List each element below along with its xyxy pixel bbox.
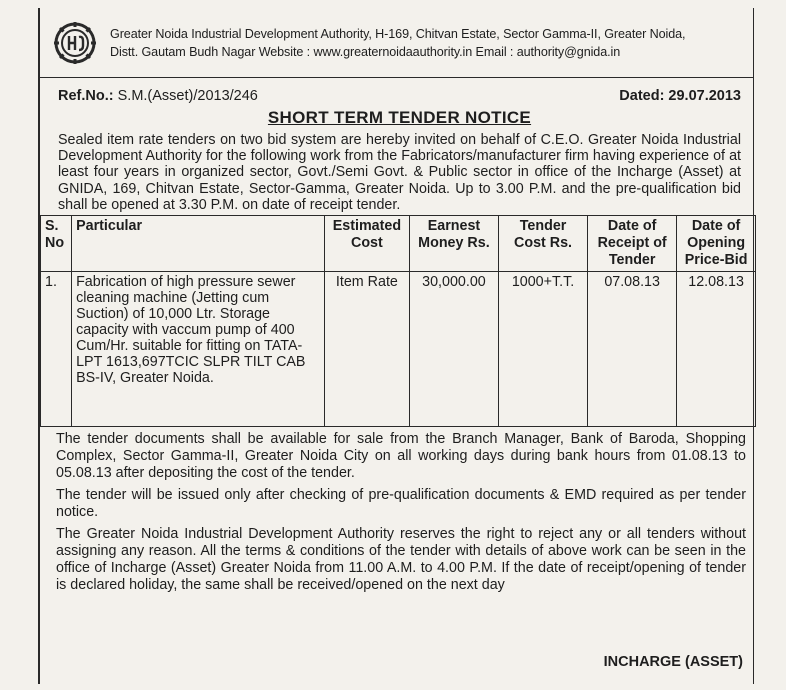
header-sno: S. No: [41, 216, 72, 272]
header-earnest-money: Earnest Money Rs.: [409, 216, 498, 272]
cell-date-opening: 12.08.13: [677, 272, 756, 427]
table-row: [41, 272, 756, 427]
header-particular: Particular: [72, 216, 325, 272]
terms-section: [40, 427, 756, 594]
rights-paragraph: The Greater Noida Industrial Development Authority reserves the right to reject any or all tenders without assigning any reason. All the terms & conditions of the tender with details of above work can be seen in the office of Incharge (Asset) Greater Noida from 11.00 A.M. to 4.00 P.M. If the date of receipt/opening of tender is declared holiday, the same shall be received/opened on the next day: [56, 526, 746, 594]
cell-estimated-cost: Item Rate: [324, 272, 409, 427]
header-tender-cost: Tender Cost Rs.: [498, 216, 587, 272]
cell-date-receipt: 07.08.13: [588, 272, 677, 427]
notice-header: [40, 8, 753, 78]
notice-body: [40, 78, 753, 594]
cell-sno: 1.: [41, 272, 72, 427]
issue-paragraph: The tender will be issued only after checking of pre-qualification documents & EMD required as per tender notice.: [56, 487, 746, 521]
reference-number: [58, 88, 258, 108]
ref-value: S.M.(Asset)/2013/246: [117, 88, 258, 104]
dated: Dated: 29.07.2013: [619, 88, 741, 104]
intro-paragraph: Sealed item rate tenders on two bid system are hereby invited on behalf of C.E.O. Greater Noida Industrial Development Authority for the following work from the Fabricators/manufacturer firm having experience of at least four years in organized sector, Govt./Semi Govt. & Public sector in office of the Incharge (Asset) at GNIDA, 169, Chitvan Estate, Sector-Gamma, Greater Noida. Up to 3.00 P.M. and the pre-qualification bid shall be opened at 3.30 P.M. on date of receipt tender.: [58, 132, 741, 213]
signature-incharge: INCHARGE (ASSET): [603, 654, 743, 670]
cell-earnest-money: 30,000.00: [409, 272, 498, 427]
notice-title: SHORT TERM TENDER NOTICE: [267, 108, 532, 127]
gnida-logo-icon: [54, 22, 96, 64]
organization-details: [110, 25, 685, 61]
sale-paragraph: The tender documents shall be available for sale from the Branch Manager, Bank of Baroda, Shopping Complex, Sector Gamma-II, Greater Noida City on all working days during bank hours from 01.08.13 to 05.08.13 after depositing the cost of the tender.: [56, 431, 746, 482]
ref-label: Ref.No.:: [58, 88, 114, 104]
cell-tender-cost: 1000+T.T.: [498, 272, 587, 427]
table-header-row: [41, 216, 756, 272]
tender-notice: [38, 8, 754, 684]
header-date-receipt: Date of Receipt of Tender: [588, 216, 677, 272]
org-line-2: Distt. Gautam Budh Nagar Website : www.greaternoidaauthority.in Email : authority@gnida.in: [110, 44, 621, 59]
header-estimated-cost: Estimated Cost: [324, 216, 409, 272]
reference-line: [58, 88, 741, 108]
cell-particular: Fabrication of high pressure sewer cleaning machine (Jetting cum Suction) of 10,000 Ltr. Storage capacity with vaccum pump of 400 Cum/Hr. suitable for fitting on TATA-LPT 1613,697TCIC SLPR TILT CAB BS-IV, Greater Noida.: [72, 272, 325, 427]
tender-table: [40, 215, 756, 427]
org-line-1: Greater Noida Industrial Development Authority, H-169, Chitvan Estate, Sector Gamma-II, Greater Noida,: [110, 26, 686, 41]
header-date-opening: Date of Opening Price-Bid: [677, 216, 756, 272]
